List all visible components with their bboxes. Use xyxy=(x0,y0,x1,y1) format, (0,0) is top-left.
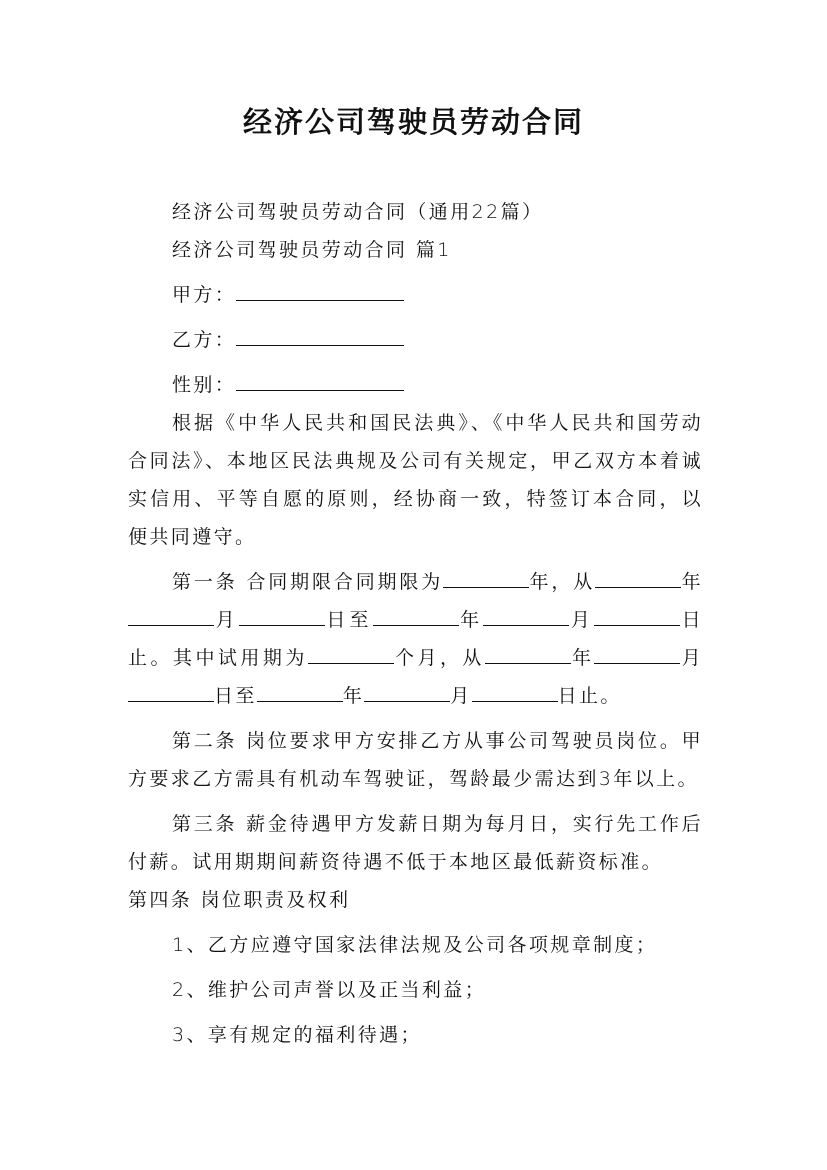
form-blank xyxy=(594,641,680,664)
gender-label: 性别： xyxy=(172,374,237,396)
party-b-blank xyxy=(236,323,404,346)
party-b-line xyxy=(128,321,703,359)
article-1 xyxy=(128,563,703,715)
article-2: 第二条 岗位要求甲方安排乙方从事公司驾驶员岗位。甲方要求乙方需具有机动车驾驶证，驾龄最少需达到3年以上。 xyxy=(128,730,703,790)
form-blank xyxy=(364,679,450,702)
day-to-word: 日至 xyxy=(324,609,373,631)
day-end-word: 日止。 xyxy=(128,609,703,669)
form-blank xyxy=(239,603,325,626)
section-heading: 经济公司驾驶员劳动合同 篇1 xyxy=(172,239,452,261)
gender-blank xyxy=(236,368,404,391)
from-word: ，从 xyxy=(551,571,596,593)
party-a-blank xyxy=(236,278,404,301)
list-item: 1、乙方应遵守国家法律法规及公司各项规章制度； xyxy=(172,934,658,956)
form-blank xyxy=(483,603,569,626)
form-blank xyxy=(485,641,571,664)
from-word: ，从 xyxy=(439,647,485,669)
article-1-lead: 第一条 合同期限合同期限为 xyxy=(172,571,444,593)
form-blank xyxy=(308,641,394,664)
document-subtitle: 经济公司驾驶员劳动合同（通用22篇） xyxy=(172,201,544,223)
form-blank xyxy=(128,679,214,702)
year-word: 年 xyxy=(342,685,365,707)
party-a-line xyxy=(128,276,703,314)
form-blank xyxy=(373,603,459,626)
document-body xyxy=(128,193,703,1054)
month-word: 月 xyxy=(680,647,703,669)
period-word: 日止。 xyxy=(557,685,622,707)
form-blank xyxy=(595,565,681,588)
intro-paragraph: 根据《中华人民共和国民法典》、《中华人民共和国劳动合同法》、本地区民法典规及公司有关规定，甲乙双方本着诚实信用、平等自愿的原则，经协商一致，特签订本合同，以便共同遵守。 xyxy=(128,412,703,548)
list-item: 3、享有规定的福利待遇； xyxy=(172,1024,422,1046)
day-to-word: 日至 xyxy=(214,685,257,707)
month-word: 月 xyxy=(450,685,472,707)
probation-word: 其中试用期为 xyxy=(172,647,308,669)
form-blank xyxy=(472,679,558,702)
months-word: 个月 xyxy=(393,647,440,669)
month-word: 月 xyxy=(569,609,594,631)
party-b-label: 乙方： xyxy=(172,329,237,351)
gender-line xyxy=(128,366,703,404)
party-a-label: 甲方： xyxy=(172,284,237,306)
month-word: 月 xyxy=(214,609,239,631)
list-item: 2、维护公司声誉以及正当利益； xyxy=(172,979,487,1001)
form-blank xyxy=(443,565,529,588)
form-blank xyxy=(128,603,214,626)
article-4-heading: 第四条 岗位职责及权利 xyxy=(128,889,351,911)
form-blank xyxy=(594,603,680,626)
document-title: 经济公司驾驶员劳动合同 xyxy=(242,105,584,139)
year-word: 年 xyxy=(570,647,595,669)
article-3: 第三条 薪金待遇甲方发薪日期为每月日，实行先工作后付薪。试用期期间薪资待遇不低于本地区最低薪资标准。 xyxy=(128,813,703,873)
year-word: 年 xyxy=(681,571,703,593)
form-blank xyxy=(257,679,343,702)
year-word: 年 xyxy=(529,571,552,593)
year-word: 年 xyxy=(458,609,484,631)
